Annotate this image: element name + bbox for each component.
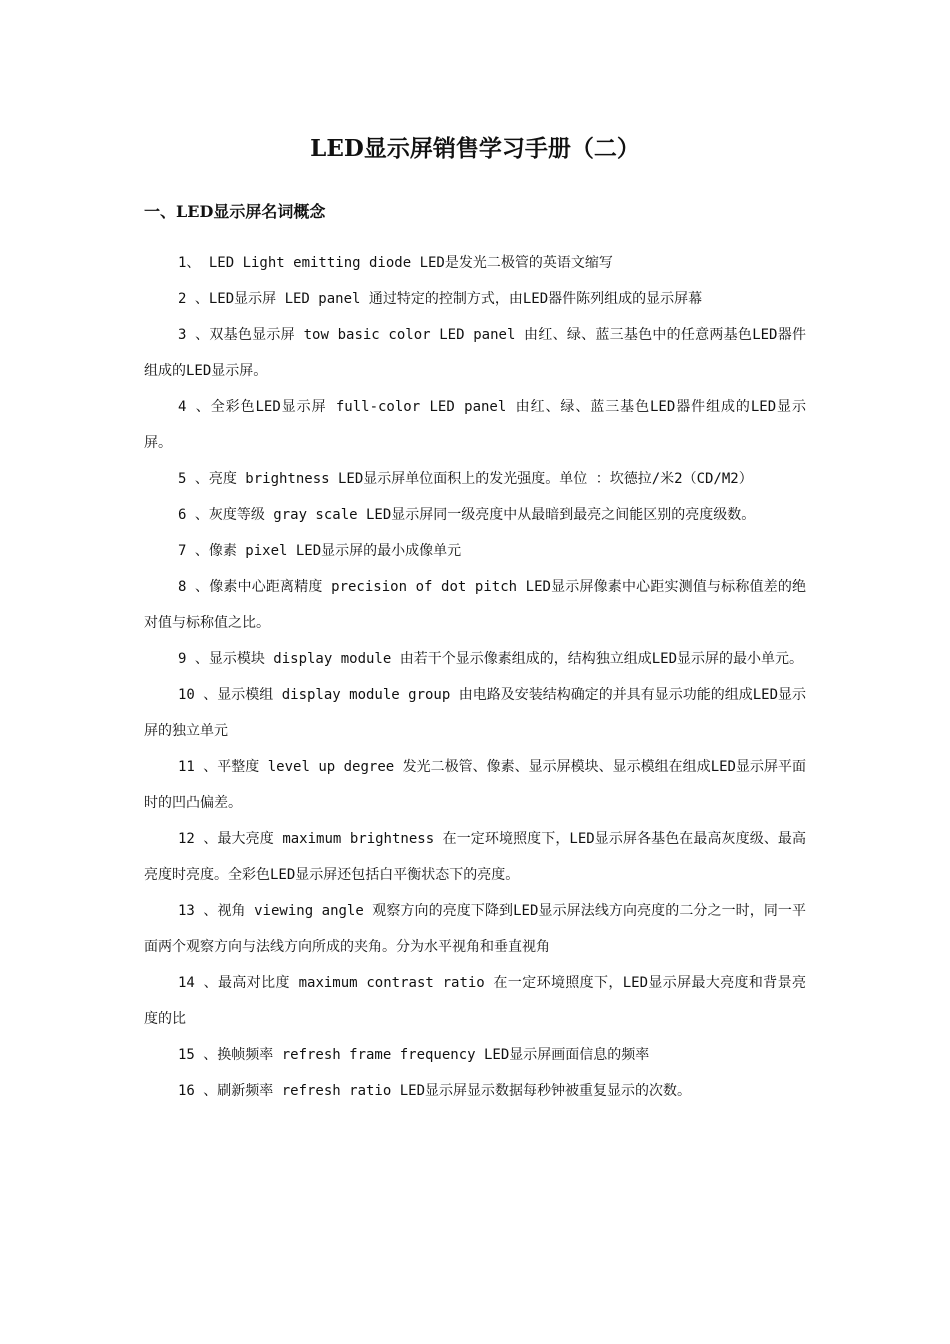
list-item: 13 、视角 viewing angle 观察方向的亮度下降到LED显示屏法线方向亮度的二分之一时，同一平面两个观察方向与法线方向所成的夹角。分为水平视角和垂直视角: [144, 903, 806, 955]
list-item: 14 、最高对比度 maximum contrast ratio 在一定环境照度下，LED显示屏最大亮度和背景亮度的比: [144, 975, 806, 1027]
definition-list: [144, 245, 806, 1109]
list-item: 3 、双基色显示屏 tow basic color LED panel 由红、绿、蓝三基色中的任意两基色LED器件组成的LED显示屏。: [144, 327, 806, 379]
list-item: 11 、平整度 level up degree 发光二极管、像素、显示屏模块、显示模组在组成LED显示屏平面时的凹凸偏差。: [144, 759, 806, 811]
list-item: 2 、LED显示屏 LED panel 通过特定的控制方式，由LED器件陈列组成的显示屏幕: [178, 291, 703, 307]
list-item: 9 、显示模块 display module 由若干个显示像素组成的，结构独立组成LED显示屏的最小单元。: [178, 651, 804, 667]
list-item: 4 、全彩色LED显示屏 full-color LED panel 由红、绿、蓝三基色LED器件组成的LED显示屏。: [144, 399, 806, 451]
list-item: 10 、显示模组 display module group 由电路及安装结构确定的并具有显示功能的组成LED显示屏的独立单元: [144, 687, 807, 739]
list-item: 8 、像素中心距离精度 precision of dot pitch LED显示屏像素中心距实测值与标称值差的绝对值与标称值之比。: [144, 579, 806, 631]
list-item: 1、 LED Light emitting diode LED是发光二极管的英语文缩写: [178, 255, 613, 271]
list-item: 7 、像素 pixel LED显示屏的最小成像单元: [178, 543, 462, 559]
section-heading: 一、LED显示屏名词概念: [144, 202, 326, 221]
list-item: 6 、灰度等级 gray scale LED显示屏同一级亮度中从最暗到最亮之间能区别的亮度级数。: [178, 507, 756, 523]
list-item: 12 、最大亮度 maximum brightness 在一定环境照度下，LED显示屏各基色在最高灰度级、最高亮度时亮度。全彩色LED显示屏还包括白平衡状态下的亮度。: [144, 831, 806, 883]
list-item: 16 、刷新频率 refresh ratio LED显示屏显示数据每秒钟被重复显示的次数。: [178, 1083, 692, 1099]
list-item: 15 、换帧频率 refresh frame frequency LED显示屏画面信息的频率: [178, 1047, 650, 1063]
page-title: LED显示屏销售学习手册（二）: [310, 135, 640, 162]
list-item: 5 、亮度 brightness LED显示屏单位面积上的发光强度。单位 ：坎德拉/米2（CD/M2）: [178, 471, 753, 487]
